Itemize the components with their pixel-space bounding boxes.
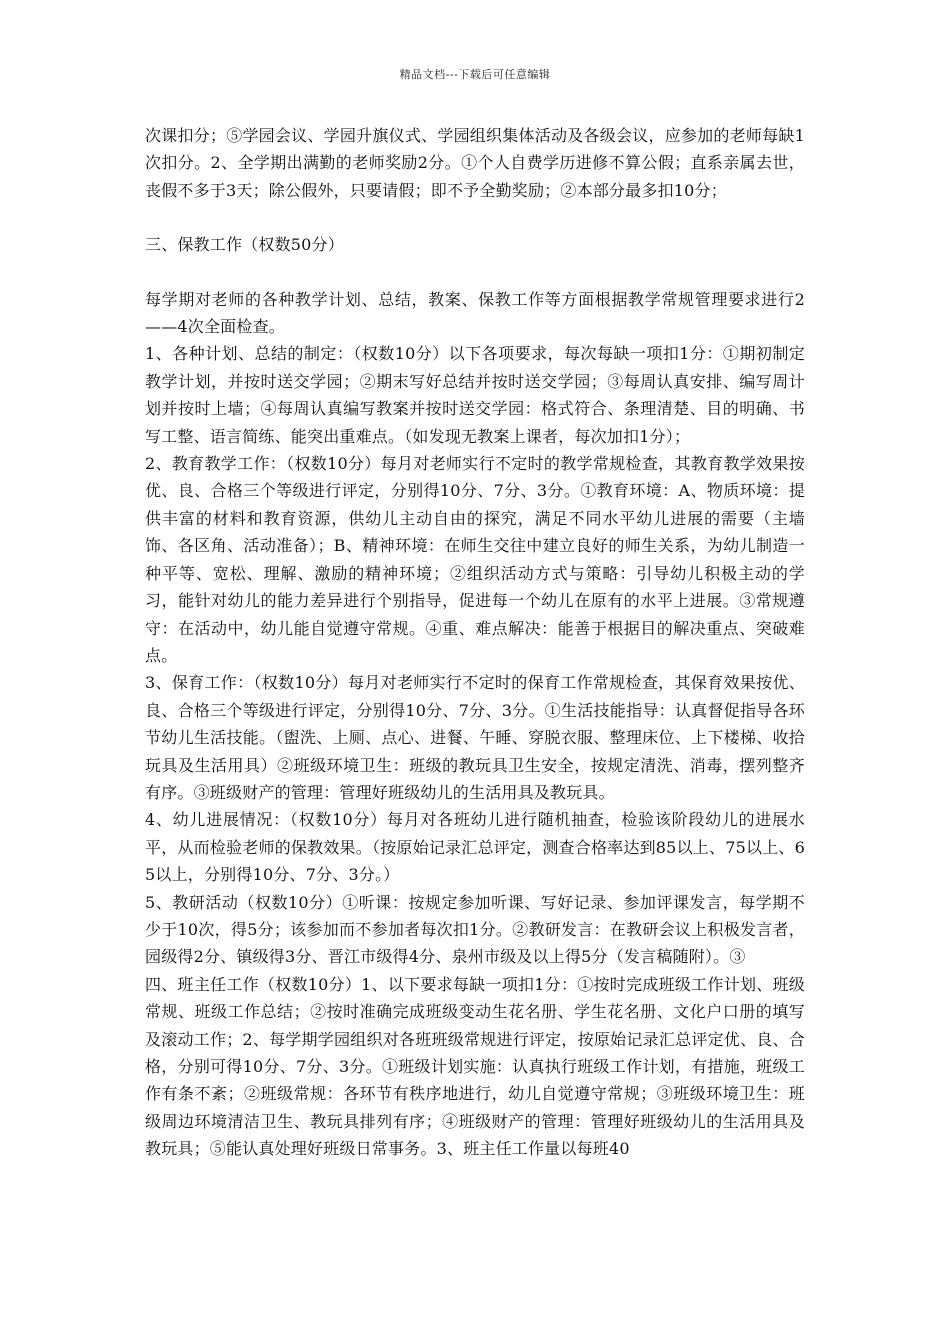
paragraph-gap xyxy=(145,259,805,286)
page-header: 精品文档---下载后可任意编辑 xyxy=(399,68,551,81)
paragraph-item-3: 3、保育工作：（权数10分）每月对老师实行不定时的保育工作常规检查，其保育效果按优、良、合格三个等级进行评定，分别得10分、7分、3分。①生活技能指导：认真督促指导各环节幼儿生活技能。（盥洗、上厕、点心、进餐、午睡、穿脱衣服、整理床位、上下楼梯、收拾玩具及生活用具）②班级环境卫生：班级的教玩具卫生安全，按规定清洗、消毒，摆列整齐有序。③班级财产的管理：管理好班级幼儿的生活用具及教玩具。 xyxy=(145,673,805,802)
paragraph-attendance: 次课扣分；⑤学园会议、学园升旗仪式、学园组织集体活动及各级会议，应参加的老师每缺1次扣分。2、全学期出满勤的老师奖励2分。①个人自费学历进修不算公假；直系亲属去世，丧假不多于3天；除公假外，只要请假；即不予全勤奖励；②本部分最多扣10分； xyxy=(145,126,805,200)
section-heading-teaching: 三、保教工作（权数50分） xyxy=(145,235,344,255)
document-body xyxy=(145,122,805,1163)
paragraph-section-4: 四、班主任工作（权数10分）1、以下要求每缺一项扣1分：①按时完成班级工作计划、班级常规、班级工作总结；②按时准确完成班级变动生花名册、学生花名册、文化户口册的填写及滚动工作；2、每学期学园组织对各班班级常规进行评定，按原始记录汇总评定优、良、合格，分别可得10分、7分、3分。①班级计划实施：认真执行班级工作计划，有措施，班级工作有条不紊；②班级常规：各环节有秩序地进行，幼儿自觉遵守常规；③班级环境卫生：班级周边环境清洁卫生、教玩具排列有序；④班级财产的管理：管理好班级幼儿的生活用具及教玩具；⑤能认真处理好班级日常事务。3、班主任工作量以每班40 xyxy=(145,974,805,1159)
paragraph-intro: 每学期对老师的各种教学计划、总结，教案、保教工作等方面根据教学常规管理要求进行2——4次全面检查。 xyxy=(145,289,805,337)
paragraph-gap xyxy=(145,204,805,231)
paragraph-item-1: 1、各种计划、总结的制定：（权数10分）以下各项要求，每次每缺一项扣1分：①期初制定教学计划，并按时送交学园；②期末写好总结并按时送交学园；③每周认真安排、编写周计划并按时上墙；④每周认真编写教案并按时送交学园：格式符合、条理清楚、目的明确、书写工整、语言简练、能突出重难点。（如发现无教案上课者，每次加扣1分）； xyxy=(145,344,805,446)
paragraph-item-4: 4、幼儿进展情况：（权数10分）每月对各班幼儿进行随机抽查，检验该阶段幼儿的进展水平，从而检验老师的保教效果。（按原始记录汇总评定，测查合格率达到85以上、75以上、65以上，分别得10分、7分、3分。） xyxy=(145,810,805,885)
paragraph-item-5: 5、教研活动（权数10分）①听课：按规定参加听课、写好记录、参加评课发言，每学期不少于10次，得5分；该参加而不参加者每次扣1分。②教研发言：在教研会议上积极发言者，园级得2分、镇级得3分、晋江市级得4分、泉州市级及以上得5分（发言稿随附）。③ xyxy=(145,892,805,967)
paragraph-item-2: 2、教育教学工作：（权数10分）每月对老师实行不定时的教学常规检查，其教育教学效果按优、良、合格三个等级进行评定，分别得10分、7分、3分。①教育环境：A、物质环境：提供丰富的材料和教育资源，供幼儿主动自由的探究，满足不同水平幼儿进展的需要（主墙饰、各区角、活动准备）；B、精神环境：在师生交往中建立良好的师生关系，为幼儿制造一种平等、宽松、理解、激励的精神环境；②组织活动方式与策略：引导幼儿积极主动的学习，能针对幼儿的能力差异进行个别指导，促进每一个幼儿在原有的水平上进展。③常规遵守：在活动中，幼儿能自觉遵守常规。④重、难点解决：能善于根据目的解决重点、突破难点。 xyxy=(145,454,805,665)
